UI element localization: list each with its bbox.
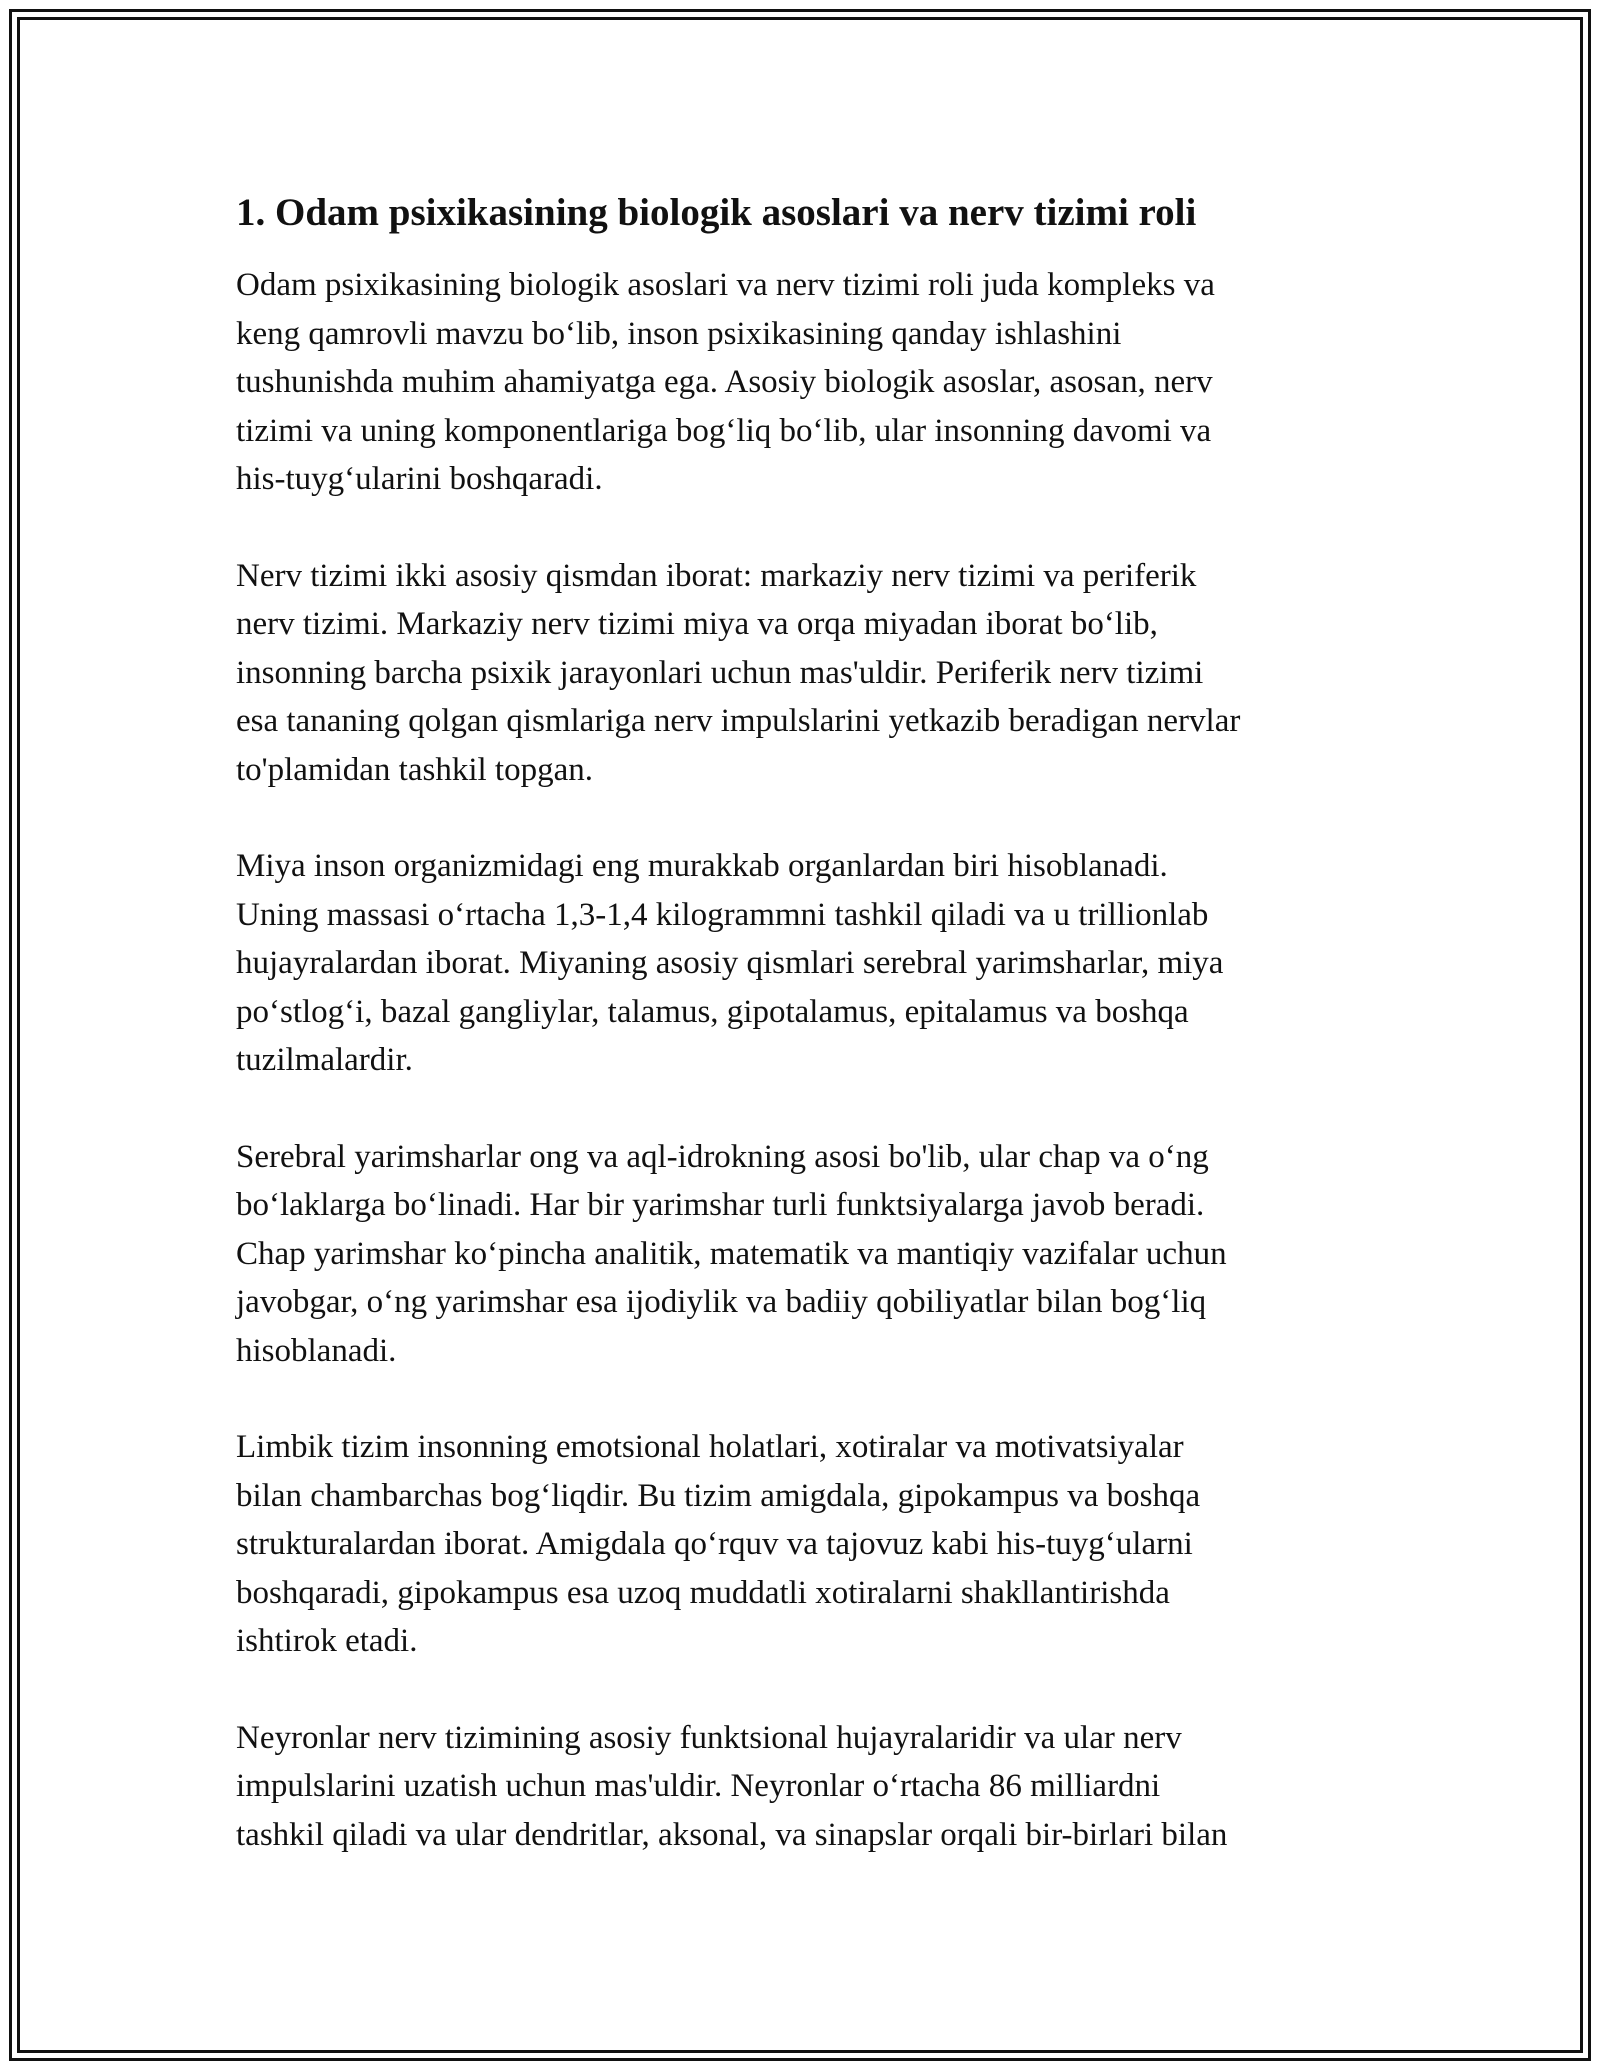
paragraph: [236, 261, 1366, 504]
paragraph: [236, 842, 1366, 1085]
document-body: [236, 185, 1366, 1907]
paragraph-line: Miya inson organizmidagi eng murakkab organlardan biri hisoblanadi.: [236, 848, 1168, 884]
paragraph-line: po‘stlog‘i, bazal gangliylar, talamus, gipotalamus, epitalamus va boshqa: [236, 993, 1189, 1030]
paragraph-line: esa tananing qolgan qismlariga nerv impulslarini yetkazib beradigan nervlar: [236, 703, 1241, 739]
paragraph-line: insonning barcha psixik jarayonlari uchun mas'uldir. Periferik nerv tizimi: [236, 654, 1204, 691]
section-heading: 1. Odam psixikasining biologik asoslari va nerv tizimi roli: [236, 191, 1197, 234]
paragraph-line: bo‘laklarga bo‘linadi. Har bir yarimshar turli funktsiyalarga javob beradi.: [236, 1187, 1205, 1223]
paragraph-line: javobgar, o‘ng yarimshar esa ijodiylik va badiiy qobiliyatlar bilan bog‘liq: [236, 1284, 1207, 1320]
paragraph-line: bilan chambarchas bog‘liqdir. Bu tizim amigdala, gipokampus va boshqa: [236, 1477, 1201, 1514]
paragraph-line: tushunishda muhim ahamiyatga ega. Asosiy biologik asoslar, asosan, nerv: [236, 364, 1213, 400]
paragraph: [236, 552, 1366, 795]
paragraph-line: Nerv tizimi ikki asosiy qismdan iborat: markaziy nerv tizimi va periferik: [236, 557, 1197, 594]
paragraph-line: strukturalardan iborat. Amigdala qo‘rquv va tajovuz kabi his-tuyg‘ularni: [236, 1526, 1193, 1562]
paragraph-line: hujayralardan iborat. Miyaning asosiy qismlari serebral yarimsharlar, miya: [236, 945, 1224, 981]
paragraph-line: to'plamidan tashkil topgan.: [236, 751, 593, 788]
paragraph-line: tuzilmalardir.: [236, 1042, 413, 1078]
paragraph-line: Chap yarimshar ko‘pincha analitik, matematik va mantiqiy vazifalar uchun: [236, 1235, 1227, 1272]
paragraph-line: Neyronlar nerv tizimining asosiy funktsional hujayralaridir va ular nerv: [236, 1719, 1182, 1756]
paragraph-line: tashkil qiladi va ular dendritlar, aksonal, va sinapslar orqali bir-birlari bilan: [236, 1816, 1228, 1853]
paragraph-line: keng qamrovli mavzu bo‘lib, inson psixikasining qanday ishlashini: [236, 315, 1122, 352]
paragraph-line: ishtirok etadi.: [236, 1623, 418, 1659]
paragraph: [236, 1133, 1366, 1376]
paragraph-list: [236, 261, 1366, 1859]
paragraph-line: hisoblanadi.: [236, 1332, 397, 1369]
paragraph: [236, 1714, 1366, 1860]
paragraph-line: his-tuyg‘ularini boshqaradi.: [236, 461, 603, 497]
paragraph: [236, 1423, 1366, 1666]
paragraph-line: tizimi va uning komponentlariga bog‘liq bo‘lib, ular insonning davomi va: [236, 412, 1212, 449]
paragraph-line: Serebral yarimsharlar ong va aql-idrokning asosi bo'lib, ular chap va o‘ng: [236, 1138, 1209, 1175]
paragraph-line: Odam psixikasining biologik asoslari va nerv tizimi roli juda kompleks va: [236, 267, 1215, 303]
paragraph-line: nerv tizimi. Markaziy nerv tizimi miya va orqa miyadan iborat bo‘lib,: [236, 606, 1158, 642]
paragraph-line: Uning massasi o‘rtacha 1,3-1,4 kilogrammni tashkil qiladi va u trillionlab: [236, 896, 1209, 933]
paragraph-line: Limbik tizim insonning emotsional holatlari, xotiralar va motivatsiyalar: [236, 1429, 1184, 1465]
paragraph-line: impulslarini uzatish uchun mas'uldir. Neyronlar o‘rtacha 86 milliardni: [236, 1768, 1161, 1804]
paragraph-line: boshqaradi, gipokampus esa uzoq muddatli xotiralarni shakllantirishda: [236, 1574, 1170, 1611]
